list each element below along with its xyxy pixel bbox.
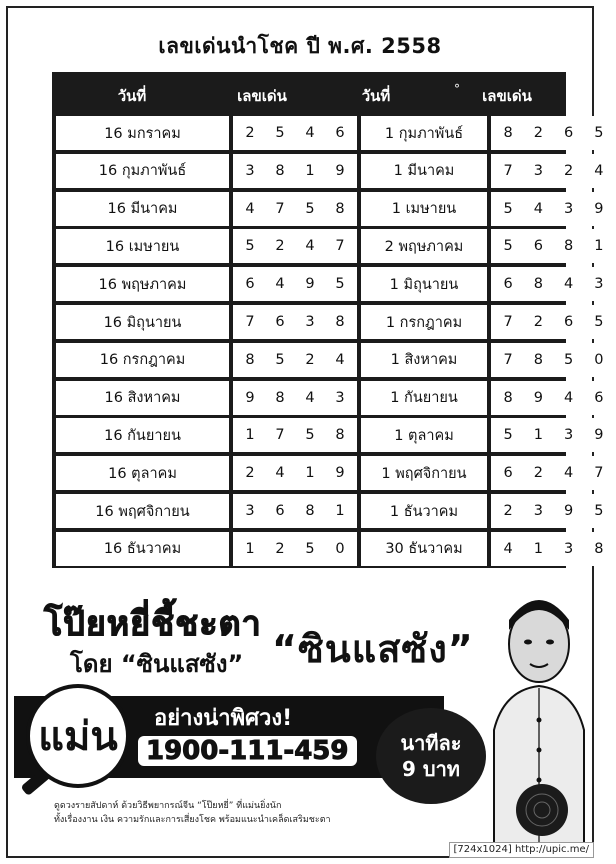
lucky-digit: 6 (564, 314, 574, 330)
ad-fine-print (54, 800, 414, 827)
lucky-digit: 2 (503, 503, 513, 519)
date-cell: 16 พฤษภาคม (56, 267, 229, 301)
lucky-digit: 9 (305, 276, 315, 293)
date-cell: 16 สิงหาคม (56, 381, 229, 415)
lucky-digit: 1 (245, 427, 255, 444)
lucky-digit: 8 (533, 351, 543, 368)
lucky-digit: 8 (305, 503, 315, 519)
lucky-digit: 8 (533, 276, 543, 293)
lucky-digit: 4 (335, 351, 345, 368)
lucky-digit: 5 (594, 125, 604, 141)
date-cell: 16 เมษายน (56, 229, 229, 263)
lucky-digit: 2 (305, 351, 315, 368)
numbers-cell (491, 229, 616, 263)
lucky-digit: 4 (594, 162, 604, 179)
lucky-digit: 5 (275, 125, 285, 141)
lucky-digit: 8 (594, 540, 604, 557)
date-cell: 16 กุมภาพันธ์ (56, 154, 229, 188)
header-numbers-left: เลขเด่น (237, 87, 287, 105)
date-cell: 16 มกราคม (56, 116, 229, 150)
lucky-digit: 4 (275, 276, 285, 293)
header-day-right: วันที่ (361, 87, 391, 105)
ad-fine-print-line2: ทั้งเรื่องงาน เงิน ความรักและการเสี่ยงโชค พร้อมแนะนำเคล็ดเสริมชะตา (54, 814, 331, 825)
date-cell: 16 กันยายน (56, 418, 229, 452)
numbers-cell (233, 305, 357, 339)
table-row (52, 530, 604, 568)
lucky-digit: 4 (564, 389, 574, 406)
date-cell: 1 กุมภาพันธ์ (361, 116, 487, 150)
lucky-digit: 3 (594, 276, 604, 293)
lucky-digit: 3 (564, 540, 574, 557)
lucky-digit: 9 (335, 162, 345, 179)
ad-byline: โดย “ซินแสซัง” (70, 650, 244, 678)
lucky-digit: 5 (503, 238, 513, 255)
ad-slogan: อย่างน่าพิศวง! (154, 706, 293, 731)
ad-brand: โป๊ยหยี่ชี้ชะตา (44, 604, 262, 644)
table-row (52, 303, 604, 341)
lucky-digit: 6 (503, 276, 513, 293)
date-cell: 1 เมษายน (361, 192, 487, 226)
lucky-digit: 3 (305, 314, 315, 330)
table-row (52, 454, 604, 492)
numbers-cell (233, 418, 357, 452)
lucky-digit: 8 (275, 162, 285, 179)
lucky-digit: 8 (335, 314, 345, 330)
lucky-digit: 8 (503, 389, 513, 406)
numbers-cell (233, 154, 357, 188)
magnifier-icon (26, 684, 130, 788)
date-cell: 1 ตุลาคม (361, 418, 487, 452)
lucky-digit: 9 (335, 465, 345, 482)
numbers-cell (233, 229, 357, 263)
header-day-left: วันที่ (117, 87, 147, 105)
advertisement (14, 578, 586, 852)
table-row (52, 114, 604, 152)
lucky-digit: 2 (245, 125, 255, 141)
numbers-cell (491, 305, 616, 339)
lucky-digit: 4 (245, 200, 255, 217)
lucky-digit: 7 (503, 351, 513, 368)
ad-price-line1: นาทีละ (400, 731, 462, 755)
lucky-digit: 6 (503, 465, 513, 482)
lucky-digit: 1 (594, 238, 604, 255)
lucky-digit: 5 (564, 351, 574, 368)
fortune-teller-portrait (484, 580, 594, 852)
lucky-digit: 4 (275, 465, 285, 482)
lucky-digit: 5 (503, 427, 513, 444)
lucky-digit: 1 (305, 465, 315, 482)
lucky-digit: 6 (335, 125, 345, 141)
ad-phone-number: 1900-111-459 (138, 736, 357, 766)
lucky-digit: 5 (335, 276, 345, 293)
lucky-digit: 6 (564, 125, 574, 141)
numbers-cell (491, 116, 616, 150)
lucky-digit: 4 (305, 125, 315, 141)
lucky-digit: 7 (275, 427, 285, 444)
lucky-digit: 8 (275, 389, 285, 406)
lucky-digit: 4 (564, 465, 574, 482)
ad-sinsae-name: “ซินแสซัง” (272, 627, 474, 671)
lucky-digit: 9 (245, 389, 255, 406)
lucky-digit: 5 (503, 200, 513, 217)
lucky-digit: 4 (533, 200, 543, 217)
lucky-digit: 1 (533, 427, 543, 444)
numbers-cell (491, 154, 616, 188)
ad-price-line2: 9 บาท (402, 757, 460, 781)
numbers-cell (491, 418, 616, 452)
numbers-cell (491, 267, 616, 301)
lucky-digit: 2 (533, 125, 543, 141)
numbers-cell (233, 192, 357, 226)
lucky-digit: 4 (305, 238, 315, 255)
lucky-digit: 8 (335, 200, 345, 217)
page-title: เลขเด่นนำโชค ปี พ.ศ. 2558 (158, 34, 442, 58)
date-cell: 16 ตุลาคม (56, 456, 229, 490)
date-cell: 1 มีนาคม (361, 154, 487, 188)
lucky-digit: 2 (533, 314, 543, 330)
lucky-digit: 9 (594, 200, 604, 217)
table-row (52, 152, 604, 190)
numbers-cell (491, 494, 616, 528)
ad-price-badge (376, 708, 486, 804)
numbers-cell (491, 532, 616, 566)
numbers-cell (233, 267, 357, 301)
lucky-digit: 5 (305, 200, 315, 217)
table-row (52, 379, 604, 417)
table-row (52, 341, 604, 379)
lucky-digit: 7 (503, 314, 513, 330)
numbers-cell (491, 456, 616, 490)
lucky-digit: 6 (275, 314, 285, 330)
lucky-digit: 1 (305, 162, 315, 179)
lucky-digit: 0 (594, 351, 604, 368)
date-cell: 16 มีนาคม (56, 192, 229, 226)
lucky-digit: 5 (594, 503, 604, 519)
lucky-digit: 8 (335, 427, 345, 444)
lucky-digit: 2 (275, 540, 285, 557)
numbers-cell (233, 116, 357, 150)
lucky-digit: 4 (305, 389, 315, 406)
lucky-digit: 9 (533, 389, 543, 406)
lucky-digit: 2 (275, 238, 285, 255)
lucky-digit: 7 (335, 238, 345, 255)
date-cell: 1 สิงหาคม (361, 343, 487, 377)
lucky-digit: 3 (245, 503, 255, 519)
numbers-cell (491, 381, 616, 415)
header-numbers-right: เลขเด่น (482, 87, 532, 105)
lucky-digit: 5 (245, 238, 255, 255)
lucky-digit: 4 (503, 540, 513, 557)
numbers-cell (233, 532, 357, 566)
date-cell: 16 พฤศจิกายน (56, 494, 229, 528)
table-row (52, 227, 604, 265)
lucky-digit: 4 (564, 276, 574, 293)
lucky-digit: 2 (245, 465, 255, 482)
lucky-digit: 5 (305, 540, 315, 557)
date-cell: 1 กรกฎาคม (361, 305, 487, 339)
lucky-digit: 5 (594, 314, 604, 330)
lucky-digit: 9 (564, 503, 574, 519)
numbers-cell (491, 343, 616, 377)
table-row (52, 265, 604, 303)
lucky-digit: 8 (564, 238, 574, 255)
lucky-digit: 3 (533, 503, 543, 519)
lucky-digit: 6 (275, 503, 285, 519)
lucky-digit: 5 (275, 351, 285, 368)
date-cell: 2 พฤษภาคม (361, 229, 487, 263)
numbers-cell (233, 494, 357, 528)
lucky-digit: 3 (533, 162, 543, 179)
lucky-digit: 8 (245, 351, 255, 368)
numbers-cell (233, 343, 357, 377)
lucky-digit: 1 (533, 540, 543, 557)
lucky-digit: 2 (564, 162, 574, 179)
ad-fine-print-line1: ดูดวงรายสัปดาห์ ด้วยวิธีพยากรณ์จีน “โป๊ยหยี่” ที่แม่นยิ่งนัก (54, 801, 282, 811)
header-degree-mark: ° (454, 82, 460, 96)
date-cell: 30 ธันวาคม (361, 532, 487, 566)
ad-badge-text: แม่น (38, 714, 118, 760)
lucky-digit: 7 (594, 465, 604, 482)
date-cell: 1 มิถุนายน (361, 267, 487, 301)
date-cell: 16 ธันวาคม (56, 532, 229, 566)
lucky-digit: 9 (594, 427, 604, 444)
lucky-digit: 3 (245, 162, 255, 179)
date-cell: 16 มิถุนายน (56, 305, 229, 339)
lucky-digit: 0 (335, 540, 345, 557)
lucky-digit: 2 (533, 465, 543, 482)
lucky-digit: 7 (245, 314, 255, 330)
table-row (52, 190, 604, 228)
lucky-digit: 3 (564, 427, 574, 444)
lucky-digit: 6 (533, 238, 543, 255)
lucky-digit: 5 (305, 427, 315, 444)
numbers-cell (233, 456, 357, 490)
lucky-digit: 1 (245, 540, 255, 557)
date-cell: 1 ธันวาคม (361, 494, 487, 528)
lucky-digit: 6 (245, 276, 255, 293)
lucky-number-table (52, 72, 604, 568)
table-row (52, 416, 604, 454)
lucky-digit: 3 (335, 389, 345, 406)
date-cell: 16 กรกฎาคม (56, 343, 229, 377)
numbers-cell (233, 381, 357, 415)
table-row (52, 492, 604, 530)
lucky-digit: 8 (503, 125, 513, 141)
date-cell: 1 กันยายน (361, 381, 487, 415)
lucky-digit: 6 (594, 389, 604, 406)
lucky-digit: 7 (275, 200, 285, 217)
watermark: [724x1024] http://upic.me/ (449, 842, 594, 858)
lucky-digit: 3 (564, 200, 574, 217)
lucky-digit: 1 (335, 503, 345, 519)
date-cell: 1 พฤศจิกายน (361, 456, 487, 490)
numbers-cell (491, 192, 616, 226)
lucky-digit: 7 (503, 162, 513, 179)
